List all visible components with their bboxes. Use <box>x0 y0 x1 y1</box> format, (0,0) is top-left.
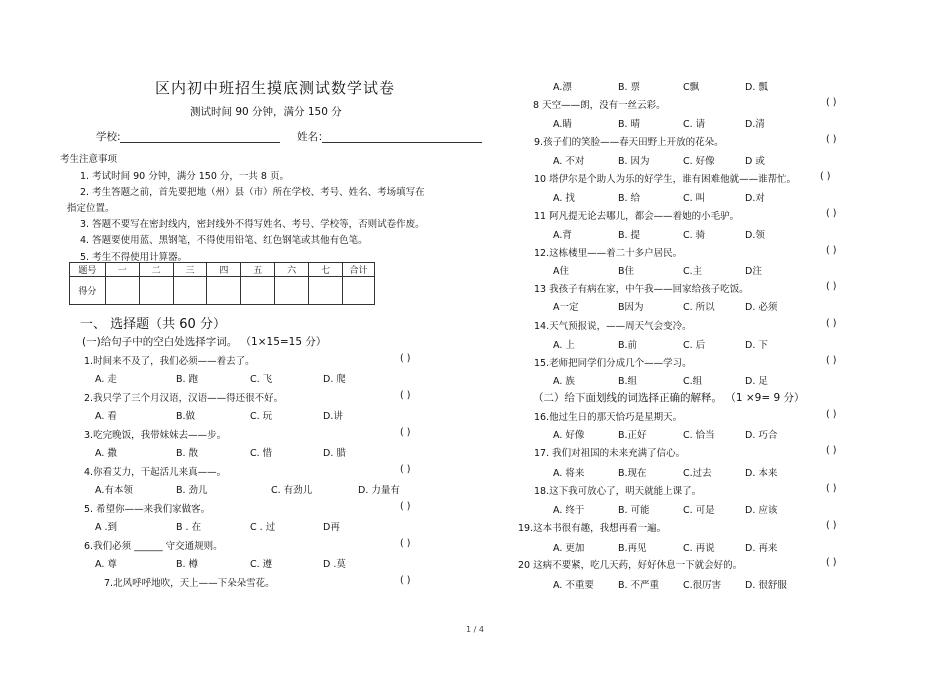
score-table-header: 五 <box>241 263 275 277</box>
answer-option[interactable]: B. 散 <box>176 448 199 459</box>
section-title: 一、 选择题（共 60 分） <box>80 317 226 332</box>
score-row-label: 得分 <box>70 277 106 305</box>
answer-option[interactable]: C.很厉害 <box>683 580 722 591</box>
answer-option[interactable]: B . 在 <box>176 522 202 533</box>
answer-option[interactable]: D.讲 <box>323 411 343 422</box>
answer-option[interactable]: C. 遵 <box>250 559 273 570</box>
answer-blank[interactable]: ( ) <box>826 318 837 329</box>
question-text: 19.这本书很有趣，我想再看一遍。 <box>518 523 667 534</box>
answer-option[interactable]: D. 力量有 <box>358 485 400 496</box>
note-item: 2. 考生答题之前，首先要把地（州）县（市）所在学校、考号、姓名、考场填写在 <box>80 187 425 198</box>
answer-option[interactable]: B. 可能 <box>618 505 650 516</box>
answer-option[interactable]: C. 叫 <box>683 193 706 204</box>
answer-option[interactable]: C飘 <box>683 82 700 93</box>
score-cell[interactable] <box>275 277 309 305</box>
note-item: 3. 答题不要写在密封线内，密封线外不得写姓名、考号、学校等，否则试卷作废。 <box>80 219 425 230</box>
answer-option[interactable]: A. 不对 <box>553 156 585 167</box>
answer-option[interactable]: D. 爬 <box>323 374 346 385</box>
question-text: 18.这下我可放心了，明天就能上课了。 <box>534 486 702 497</box>
answer-option[interactable]: A. 找 <box>553 193 575 204</box>
answer-option[interactable]: B. 票 <box>618 82 641 93</box>
question-text: 5. 希望你——来我们家做客。 <box>84 504 211 515</box>
answer-option[interactable]: D .莫 <box>323 559 346 570</box>
answer-option[interactable]: A.睛 <box>553 119 572 130</box>
answer-option[interactable]: A.漂 <box>553 82 572 93</box>
answer-option[interactable]: B.正好 <box>618 430 647 441</box>
question-text: 3.吃完晚饭，我带妹妹去——步。 <box>84 430 227 441</box>
answer-option[interactable]: A. 族 <box>553 376 575 387</box>
question-text: 2.我只学了三个月汉语，汉语——得还很不好。 <box>84 393 284 404</box>
score-cell[interactable] <box>139 277 173 305</box>
school-label: 学校: <box>96 131 121 143</box>
answer-option[interactable]: A一定 <box>553 302 579 313</box>
answer-option[interactable]: D. 必须 <box>745 302 778 313</box>
question-text: 17. 我们对祖国的未来充满了信心。 <box>534 448 686 459</box>
question-text: 13 我孩子有病在家，中午我——回家给孩子吃饭。 <box>534 284 749 295</box>
answer-blank[interactable]: ( ) <box>826 134 837 145</box>
answer-option[interactable]: B. 晴 <box>618 119 641 130</box>
answer-option[interactable]: C. 恰当 <box>683 430 715 441</box>
question-text: 20 这病不要紧，吃几天药，好好休息一下就会好的。 <box>518 560 743 571</box>
answer-option[interactable]: D. 很舒服 <box>745 580 787 591</box>
part-heading: (一)给句子中的空白处选择字词。 （1×15=15 分） <box>82 336 327 348</box>
note-item: 指定位置。 <box>67 203 115 214</box>
answer-option[interactable]: A. 终于 <box>553 505 585 516</box>
answer-option[interactable]: C. 飞 <box>250 374 273 385</box>
answer-option[interactable]: B因为 <box>618 302 644 313</box>
answer-option[interactable]: D注 <box>745 266 762 277</box>
question-text: 11 阿凡提无论去哪儿，都会——着她的小毛驴。 <box>534 211 740 222</box>
note-item: 1. 考试时间 90 分钟，满分 150 分，一共 8 页。 <box>80 171 289 182</box>
answer-blank[interactable]: ( ) <box>400 390 411 401</box>
score-table-header: 合计 <box>342 263 374 277</box>
answer-option[interactable]: C. 骑 <box>683 230 706 241</box>
score-cell[interactable] <box>105 277 139 305</box>
answer-option[interactable]: B.组 <box>618 376 638 387</box>
answer-blank[interactable]: ( ) <box>826 520 837 531</box>
answer-blank[interactable]: ( ) <box>820 171 831 182</box>
answer-option[interactable]: D 或 <box>745 156 765 167</box>
answer-blank[interactable]: ( ) <box>826 208 837 219</box>
question-text: 6.我们必须 ______ 守交通规则。 <box>84 541 223 552</box>
answer-blank[interactable]: ( ) <box>400 501 411 512</box>
question-text: 1.时间来不及了，我们必须——着去了。 <box>84 356 255 367</box>
answer-option[interactable]: A. 看 <box>95 411 117 422</box>
answer-option[interactable]: C.过去 <box>683 468 712 479</box>
score-cell[interactable] <box>309 277 343 305</box>
answer-option[interactable]: D.对 <box>745 193 765 204</box>
answer-blank[interactable]: ( ) <box>400 464 411 475</box>
score-table-header: 四 <box>207 263 241 277</box>
answer-option[interactable]: A. 走 <box>95 374 117 385</box>
score-cell[interactable] <box>342 277 374 305</box>
note-item: 5. 考生不得使用计算器。 <box>80 252 188 263</box>
answer-option[interactable]: D. 本来 <box>745 468 778 479</box>
answer-blank[interactable]: ( ) <box>826 483 837 494</box>
answer-option[interactable]: D. 腊 <box>323 448 346 459</box>
answer-option[interactable]: D. 再来 <box>745 543 778 554</box>
answer-option[interactable]: A. 不重要 <box>553 580 594 591</box>
answer-option[interactable]: B. 不严重 <box>618 580 660 591</box>
answer-option[interactable]: B. 樽 <box>176 559 199 570</box>
answer-option[interactable]: C. 后 <box>683 340 706 351</box>
question-text: 10 塔伊尔是个助人为乐的好学生，谁有困难他就——谁帮忙。 <box>534 174 797 185</box>
answer-option[interactable]: B住 <box>618 266 635 277</box>
page-number: 1 / 4 <box>466 625 484 634</box>
answer-blank[interactable]: ( ) <box>400 575 411 586</box>
answer-option[interactable]: C . 过 <box>250 522 276 533</box>
answer-option[interactable]: B.现在 <box>618 468 647 479</box>
score-cell[interactable] <box>173 277 207 305</box>
answer-option[interactable]: A. 上 <box>553 340 575 351</box>
answer-option[interactable]: D. 足 <box>745 376 768 387</box>
answer-option[interactable]: C. 玩 <box>250 411 273 422</box>
answer-blank[interactable]: ( ) <box>826 409 837 420</box>
answer-option[interactable]: C. 再说 <box>683 543 715 554</box>
name-label: 姓名： <box>297 131 329 143</box>
question-text: 9.孩子们的笑脸——春天田野上开放的花朵。 <box>534 137 724 148</box>
question-text: 7.北风呼呼地吹，天上——下朵朵雪花。 <box>104 578 275 589</box>
score-cell[interactable] <box>241 277 275 305</box>
answer-blank[interactable]: ( ) <box>826 281 837 292</box>
score-cell[interactable] <box>207 277 241 305</box>
answer-option[interactable]: A.有本领 <box>95 485 133 496</box>
answer-option[interactable]: B. 因为 <box>618 156 650 167</box>
answer-blank[interactable]: ( ) <box>826 445 837 456</box>
score-table-header: 题号 <box>70 263 106 277</box>
question-text: 15.老师把同学们分成几个——学习。 <box>534 358 692 369</box>
answer-option[interactable]: A. 尊 <box>95 559 117 570</box>
answer-option[interactable]: D. 巧合 <box>745 430 778 441</box>
exam-title: 区内初中班招生摸底测试数学试卷 <box>155 79 396 97</box>
answer-blank[interactable]: ( ) <box>400 353 411 364</box>
answer-option[interactable]: B. 给 <box>618 193 641 204</box>
answer-option[interactable]: D. 瓢 <box>745 82 768 93</box>
answer-option[interactable]: A. 更加 <box>553 543 585 554</box>
question-text: 14.天气预报说，——周天气会变冷。 <box>534 321 692 332</box>
score-table-header: 七 <box>309 263 343 277</box>
answer-option[interactable]: B. 跑 <box>176 374 199 385</box>
notes-heading: 考生注意事项 <box>60 154 118 165</box>
answer-option[interactable]: B.前 <box>618 340 638 351</box>
answer-option[interactable]: C. 好像 <box>683 156 715 167</box>
answer-option[interactable]: B.再见 <box>618 543 647 554</box>
answer-option[interactable]: C.主 <box>683 266 703 277</box>
answer-option[interactable]: B.做 <box>176 411 196 422</box>
part-heading: （二）给下面划线的词选择正确的解释。 （1 ×9= 9 分） <box>533 392 805 404</box>
answer-option[interactable]: A. 撒 <box>95 448 117 459</box>
answer-option[interactable]: D.清 <box>745 119 765 130</box>
answer-blank[interactable]: ( ) <box>826 245 837 256</box>
question-text: 8 天空——朗，没有一丝云彩。 <box>533 100 666 111</box>
score-table <box>69 262 375 305</box>
answer-option[interactable]: A .到 <box>95 522 118 533</box>
question-text: 16.他过生日的那天恰巧是星期天。 <box>534 412 683 423</box>
answer-option[interactable]: D.领 <box>745 230 765 241</box>
answer-option[interactable]: A住 <box>553 266 569 277</box>
score-table-header: 三 <box>173 263 207 277</box>
answer-option[interactable]: A. 好像 <box>553 430 585 441</box>
exam-subtitle: 测试时间 90 分钟，满分 150 分 <box>190 106 342 118</box>
question-text: 12.这栋楼里——着二十多户居民。 <box>534 248 683 259</box>
answer-option[interactable]: A. 将来 <box>553 468 585 479</box>
answer-option[interactable]: C. 惜 <box>250 448 273 459</box>
answer-option[interactable]: D. 下 <box>745 340 768 351</box>
answer-option[interactable]: A.背 <box>553 230 572 241</box>
answer-option[interactable]: C. 可是 <box>683 505 715 516</box>
name-field-line[interactable] <box>322 142 482 143</box>
answer-option[interactable]: C. 所以 <box>683 302 715 313</box>
answer-option[interactable]: C.组 <box>683 376 703 387</box>
answer-blank[interactable]: ( ) <box>826 557 837 568</box>
answer-option[interactable]: C. 请 <box>683 119 706 130</box>
answer-option[interactable]: D再 <box>323 522 340 533</box>
note-item: 4. 答题要使用蓝、黑钢笔，不得使用铅笔、红色钢笔或其他有色笔。 <box>80 235 368 246</box>
answer-blank[interactable]: ( ) <box>400 427 411 438</box>
question-text: 4.你看艾力，干起活儿来真——。 <box>84 467 227 478</box>
school-field-line[interactable] <box>120 142 280 143</box>
answer-option[interactable]: B. 劲儿 <box>176 485 208 496</box>
answer-blank[interactable]: ( ) <box>826 355 837 366</box>
score-table-header: 一 <box>105 263 139 277</box>
answer-option[interactable]: B. 提 <box>618 230 641 241</box>
answer-blank[interactable]: ( ) <box>400 538 411 549</box>
answer-option[interactable]: C. 有劲儿 <box>271 485 313 496</box>
score-table-header: 二 <box>139 263 173 277</box>
answer-option[interactable]: D. 应该 <box>745 505 778 516</box>
answer-blank[interactable]: ( ) <box>826 97 837 108</box>
score-table-header: 六 <box>275 263 309 277</box>
